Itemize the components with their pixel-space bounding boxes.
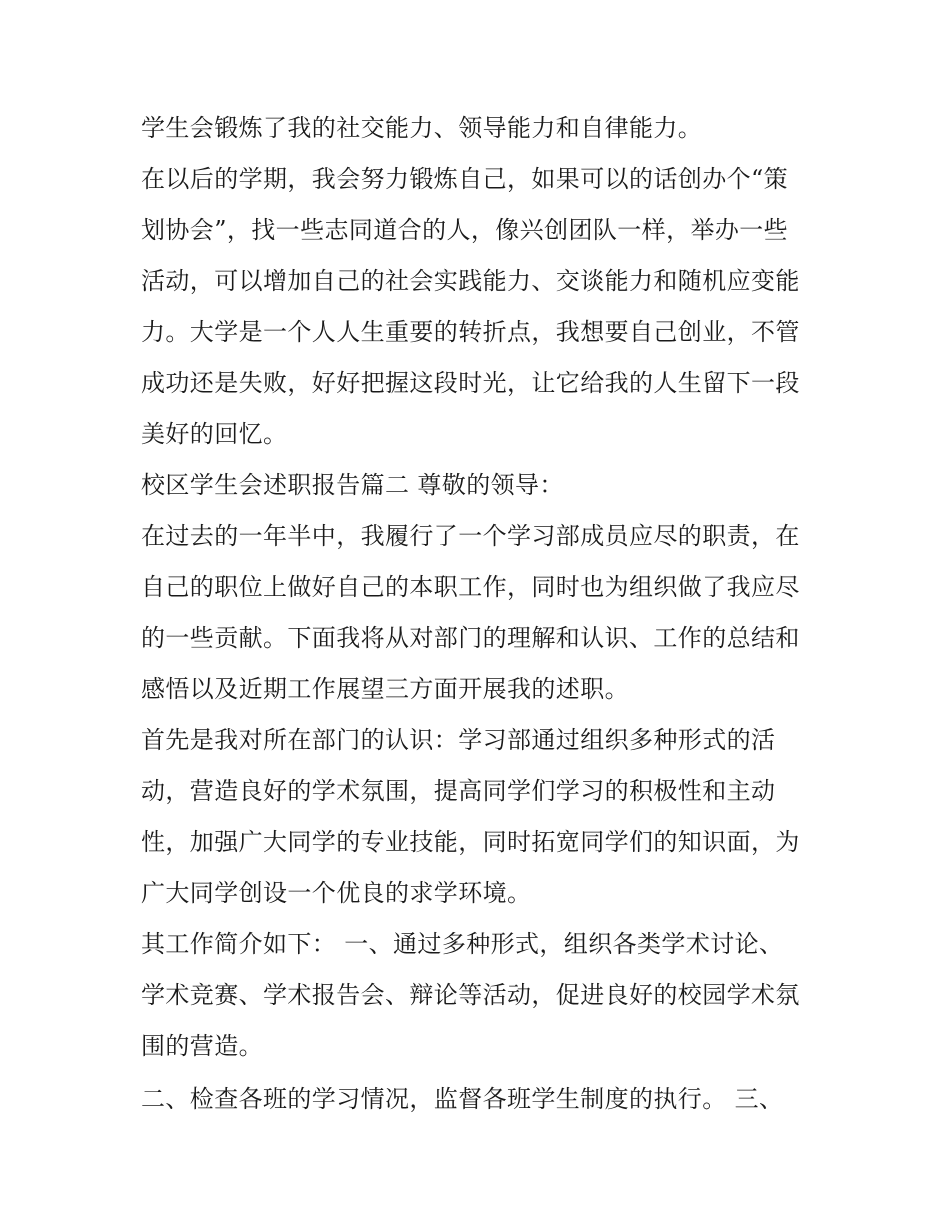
text-line: 学生会锻炼了我的社交能力、领导能力和自律能力。 [141,114,703,142]
section-heading: 校区学生会述职报告篇二 尊敬的领导： [141,471,564,499]
text-line: 活动，可以增加自己的社会实践能力、交谈能力和随机应变能 [141,267,800,295]
text-line: 性，加强广大同学的专业技能，同时拓宽同学们的知识面，为 [141,828,800,856]
text-line: 力。大学是一个人人生重要的转折点，我想要自己创业，不管 [141,318,800,346]
text-line: 在以后的学期，我会努力锻炼自己，如果可以的话创办个“策 [141,165,789,193]
text-line: 成功还是失败，好好把握这段时光，让它给我的人生留下一段 [141,369,800,397]
text-line: 自己的职位上做好自己的本职工作，同时也为组织做了我应尽 [141,573,800,601]
text-line: 感悟以及近期工作展望三方面开展我的述职。 [141,675,629,703]
text-line: 美好的回忆。 [141,420,288,448]
text-line: 围的营造。 [141,1032,263,1060]
text-line: 的一些贡献。下面我将从对部门的理解和认识、工作的总结和 [141,624,800,652]
text-line: 其工作简介如下： 一、通过多种形式，组织各类学术讨论、 [141,930,784,958]
text-line: 广大同学创设一个优良的求学环境。 [141,879,532,907]
text-line: 划协会”，找一些志同道合的人，像兴创团队一样，举办一些 [141,216,789,244]
text-line: 在过去的一年半中，我履行了一个学习部成员应尽的职责，在 [141,522,800,550]
text-line: 学术竞赛、学术报告会、辩论等活动，促进良好的校园学术氛 [141,981,800,1009]
text-line: 首先是我对所在部门的认识：学习部通过组织多种形式的活 [141,726,776,754]
text-line: 二、检查各班的学习情况，监督各班学生制度的执行。 三、 [141,1085,784,1113]
text-line: 动，营造良好的学术氛围，提高同学们学习的积极性和主动 [141,777,776,805]
